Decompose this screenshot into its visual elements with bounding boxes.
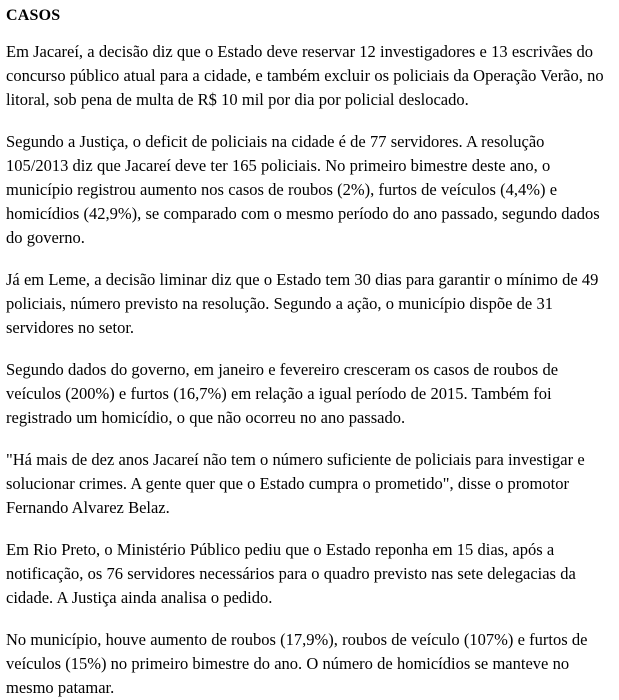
paragraph-2: Segundo a Justiça, o deficit de policiais na cidade é de 77 servidores. A resolução 105/2013 diz que Jacareí deve ter 165 policiais. No primeiro bimestre deste ano, o município registrou aumento nos casos de roubos (2%), furtos de veículos (4,4%) e homicídios (42,9%), se comparado com o mesmo período do ano passado, segundo dados do governo.	[6, 132, 600, 247]
paragraph-1: Em Jacareí, a decisão diz que o Estado deve reservar 12 investigadores e 13 escrivães do concurso público atual para a cidade, e também excluir os policiais da Operação Verão, no litoral, sob pena de multa de R$ 10 mil por dia por policial deslocado.	[6, 42, 604, 109]
paragraph-6: Em Rio Preto, o Ministério Público pediu que o Estado reponha em 15 dias, após a notificação, os 76 servidores necessários para o quadro previsto nas sete delegacias da cidade. A Justiça ainda analisa o pedido.	[6, 540, 576, 607]
paragraph-3: Já em Leme, a decisão liminar diz que o Estado tem 30 dias para garantir o mínimo de 49 policiais, número previsto na resolução. Segundo a ação, o município dispõe de 31 servidores no setor.	[6, 270, 599, 337]
paragraph-7: No município, houve aumento de roubos (17,9%), roubos de veículo (107%) e furtos de veículos (15%) no primeiro bimestre do ano. O número de homicídios se manteve no mesmo patamar.	[6, 630, 588, 697]
paragraph-5: "Há mais de dez anos Jacareí não tem o número suficiente de policiais para investigar e solucionar crimes. A gente quer que o Estado cumpra o prometido", disse o promotor Fernando Alvarez Belaz.	[6, 450, 585, 517]
page-title: CASOS	[6, 7, 61, 24]
paragraph-4: Segundo dados do governo, em janeiro e fevereiro cresceram os casos de roubos de veículos (200%) e furtos (16,7%) em relação a igual período de 2015. Também foi registrado um homicídio, o que não ocorreu no ano passado.	[6, 360, 559, 427]
